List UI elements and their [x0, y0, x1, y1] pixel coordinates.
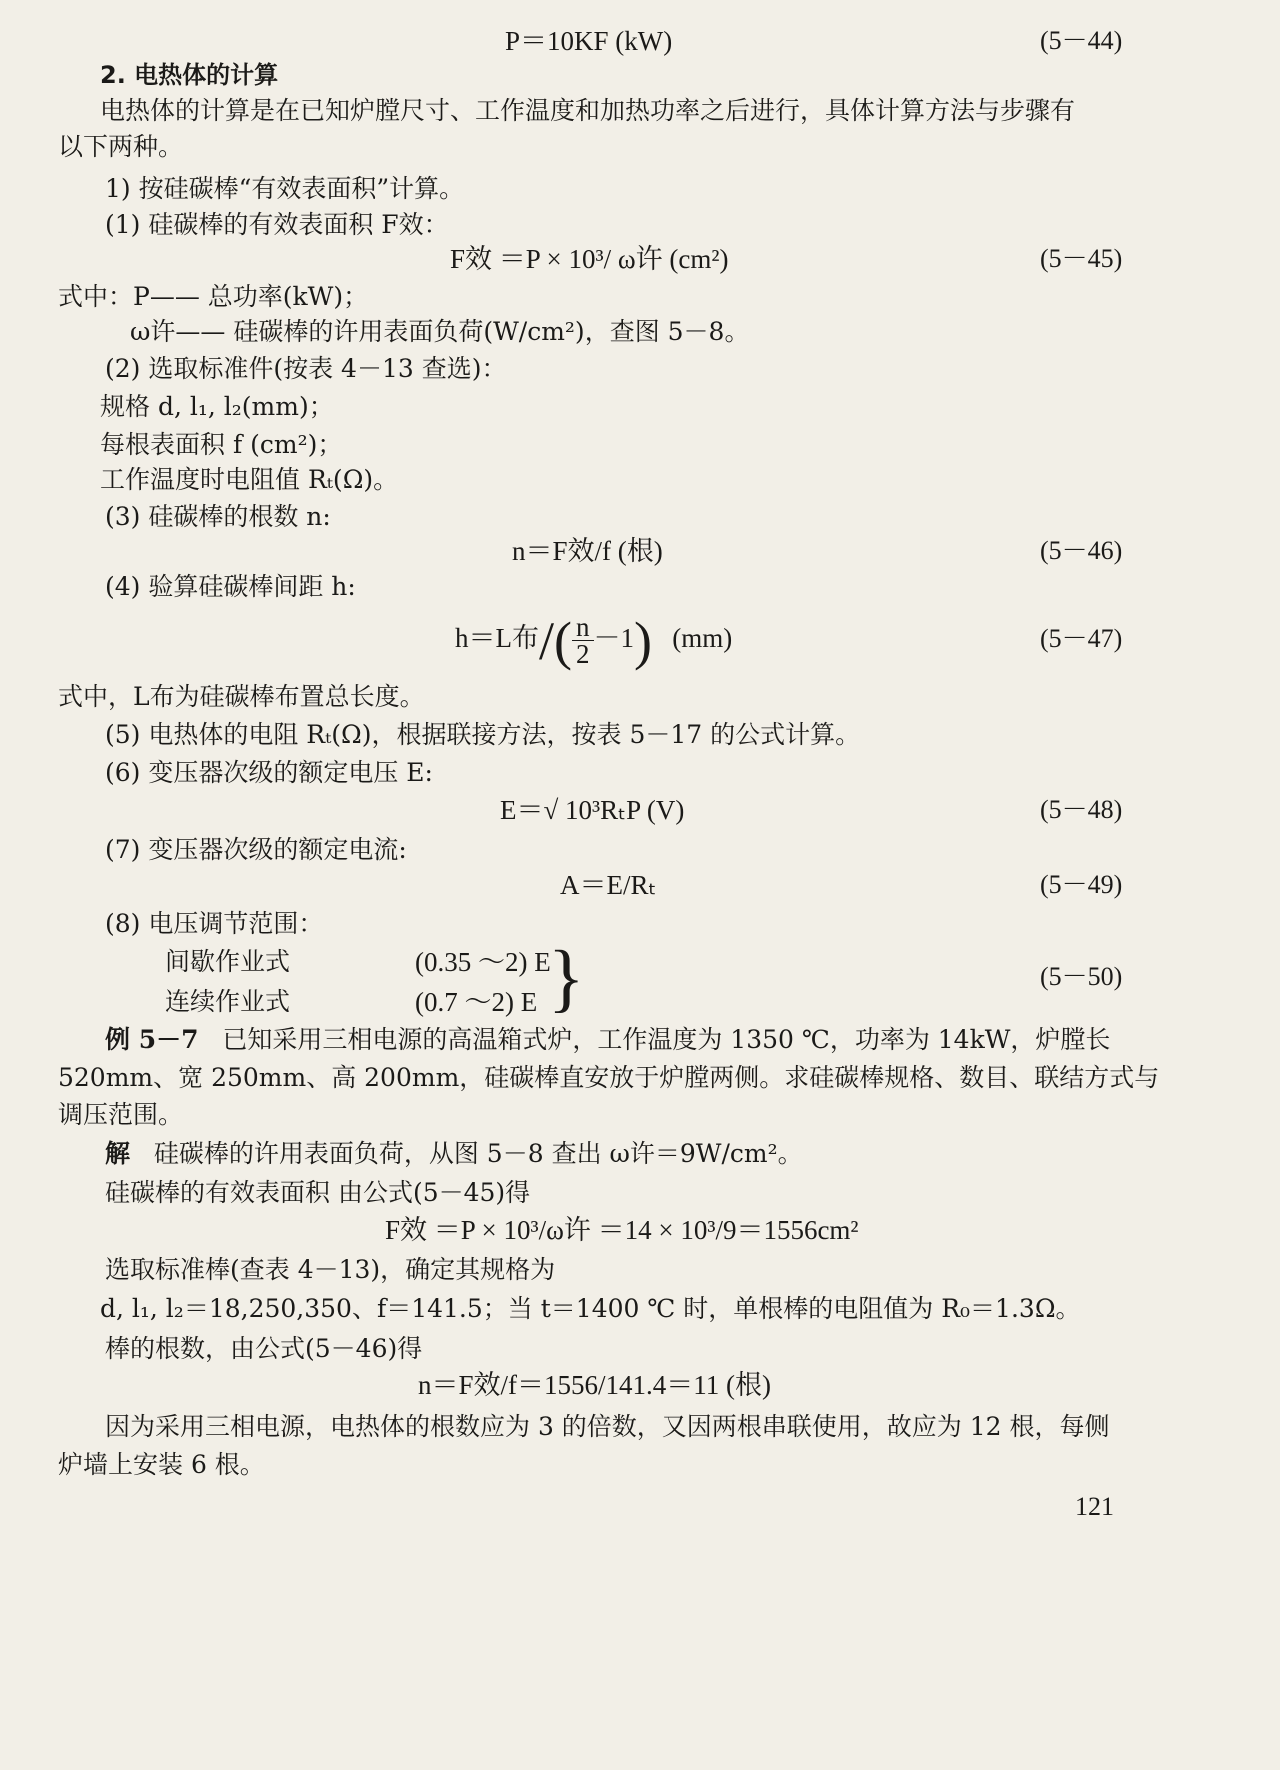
range-label: 连续作业式 — [165, 987, 291, 1016]
spec-line: 每根表面积 f (cm²)； — [100, 430, 343, 459]
step-line: (3) 硅碳棒的根数 n: — [105, 502, 331, 531]
fraction-numerator: n — [572, 614, 594, 641]
curly-brace: } — [548, 936, 585, 1020]
step-line: (5) 电热体的电阻 Rₜ(Ω)，根据联接方法，按表 5－17 的公式计算。 — [105, 720, 861, 749]
method-heading: 1) 按硅碳棒“有效表面积”计算。 — [105, 174, 465, 203]
section-title: 2. 电热体的计算 — [100, 61, 279, 89]
solution-label: 解 — [105, 1139, 131, 1168]
step-line: (8) 电压调节范围： — [105, 909, 324, 938]
equation-5-48: E＝√ 10³RₜP (V) — [500, 795, 685, 825]
step-line: (2) 选取标准件(按表 4－13 查选)： — [105, 354, 507, 383]
equation-number: (5－44) — [1040, 26, 1123, 55]
range-value: (0.35 ～2) E — [415, 947, 551, 977]
step-line: (4) 验算硅碳棒间距 h: — [105, 572, 356, 601]
fraction — [572, 612, 594, 670]
solution-equation: n＝F效/f＝1556/141.4＝11 (根) — [418, 1370, 771, 1400]
step-line: (1) 硅碳棒的有效表面积 F效： — [105, 210, 449, 239]
spec-line: 规格 d, l₁, l₂(mm)； — [100, 392, 334, 421]
equation-5-45: F效 ＝P × 10³/ ω许 (cm²) — [450, 244, 729, 274]
solution-line: 硅碳棒的有效表面积 由公式(5－45)得 — [105, 1178, 531, 1207]
example-line: 520mm、宽 250mm、高 200mm，硅碳棒直安放于炉膛两侧。求硅碳棒规格、数目、联结方式与 — [58, 1063, 1160, 1092]
definition-line: 式中，L布为硅碳棒布置总长度。 — [58, 682, 425, 711]
example-label: 例 5－7 — [105, 1025, 199, 1054]
page-number: 121 — [1075, 1492, 1114, 1521]
paragraph-line: 以下两种。 — [58, 132, 184, 161]
solution-line — [105, 1137, 803, 1171]
equation-5-46: n＝F效/f (根) — [512, 536, 663, 566]
fraction-denominator: 2 — [576, 639, 590, 670]
equation-number: (5－45) — [1040, 244, 1123, 273]
equation-5-44: P＝10KF (kW) — [505, 26, 673, 56]
equation-number: (5－46) — [1040, 536, 1123, 565]
definition-line: 式中：P—— 总功率(kW)； — [58, 282, 369, 311]
slash-paren: /( — [539, 610, 572, 671]
equation-number: (5－47) — [1040, 624, 1123, 653]
equation-number: (5－48) — [1040, 795, 1123, 824]
definition-line: ω许—— 硅碳棒的许用表面负荷(W/cm²)，查图 5－8。 — [130, 317, 750, 346]
solution-line: 选取标准棒(查表 4－13)，确定其规格为 — [105, 1255, 556, 1284]
solution-equation: F效 ＝P × 10³/ω许 ＝14 × 10³/9＝1556cm² — [385, 1215, 859, 1245]
solution-line: 因为采用三相电源，电热体的根数应为 3 的倍数，又因两根串联使用，故应为 12 根，每侧 — [105, 1412, 1110, 1441]
solution-line: d, l₁, l₂＝18,250,350、f＝141.5；当 t＝1400 ℃ 时，单根棒的电阻值为 R₀＝1.3Ω。 — [100, 1294, 1081, 1323]
example-line — [105, 1023, 1110, 1057]
equation-number: (5－49) — [1040, 870, 1123, 899]
equation-5-49: A＝E/Rₜ — [560, 870, 657, 900]
range-label: 间歇作业式 — [165, 947, 291, 976]
step-line: (6) 变压器次级的额定电压 E: — [105, 758, 433, 787]
paragraph-line: 电热体的计算是在已知炉膛尺寸、工作温度和加热功率之后进行，具体计算方法与步骤有 — [100, 96, 1076, 125]
close-paren: ) — [634, 610, 652, 671]
example-line: 调压范围。 — [58, 1100, 184, 1129]
spec-line: 工作温度时电阻值 Rₜ(Ω)。 — [100, 465, 399, 494]
equation-minus-one: －1 — [593, 623, 634, 653]
equation-lhs: h＝L布 — [455, 623, 539, 653]
solution-line: 棒的根数，由公式(5－46)得 — [105, 1334, 423, 1363]
solution-line: 炉墙上安装 6 根。 — [58, 1450, 265, 1479]
example-text: 已知采用三相电源的高温箱式炉，工作温度为 1350 ℃，功率为 14kW，炉膛长 — [222, 1025, 1111, 1054]
range-value: (0.7 ～2) E — [415, 987, 538, 1017]
equation-5-47 — [455, 608, 733, 671]
equation-number: (5－50) — [1040, 962, 1123, 991]
equation-unit: (mm) — [672, 623, 733, 653]
step-line: (7) 变压器次级的额定电流: — [105, 835, 407, 864]
solution-text: 硅碳棒的许用表面负荷，从图 5－8 查出 ω许＝9W/cm²。 — [153, 1139, 803, 1168]
